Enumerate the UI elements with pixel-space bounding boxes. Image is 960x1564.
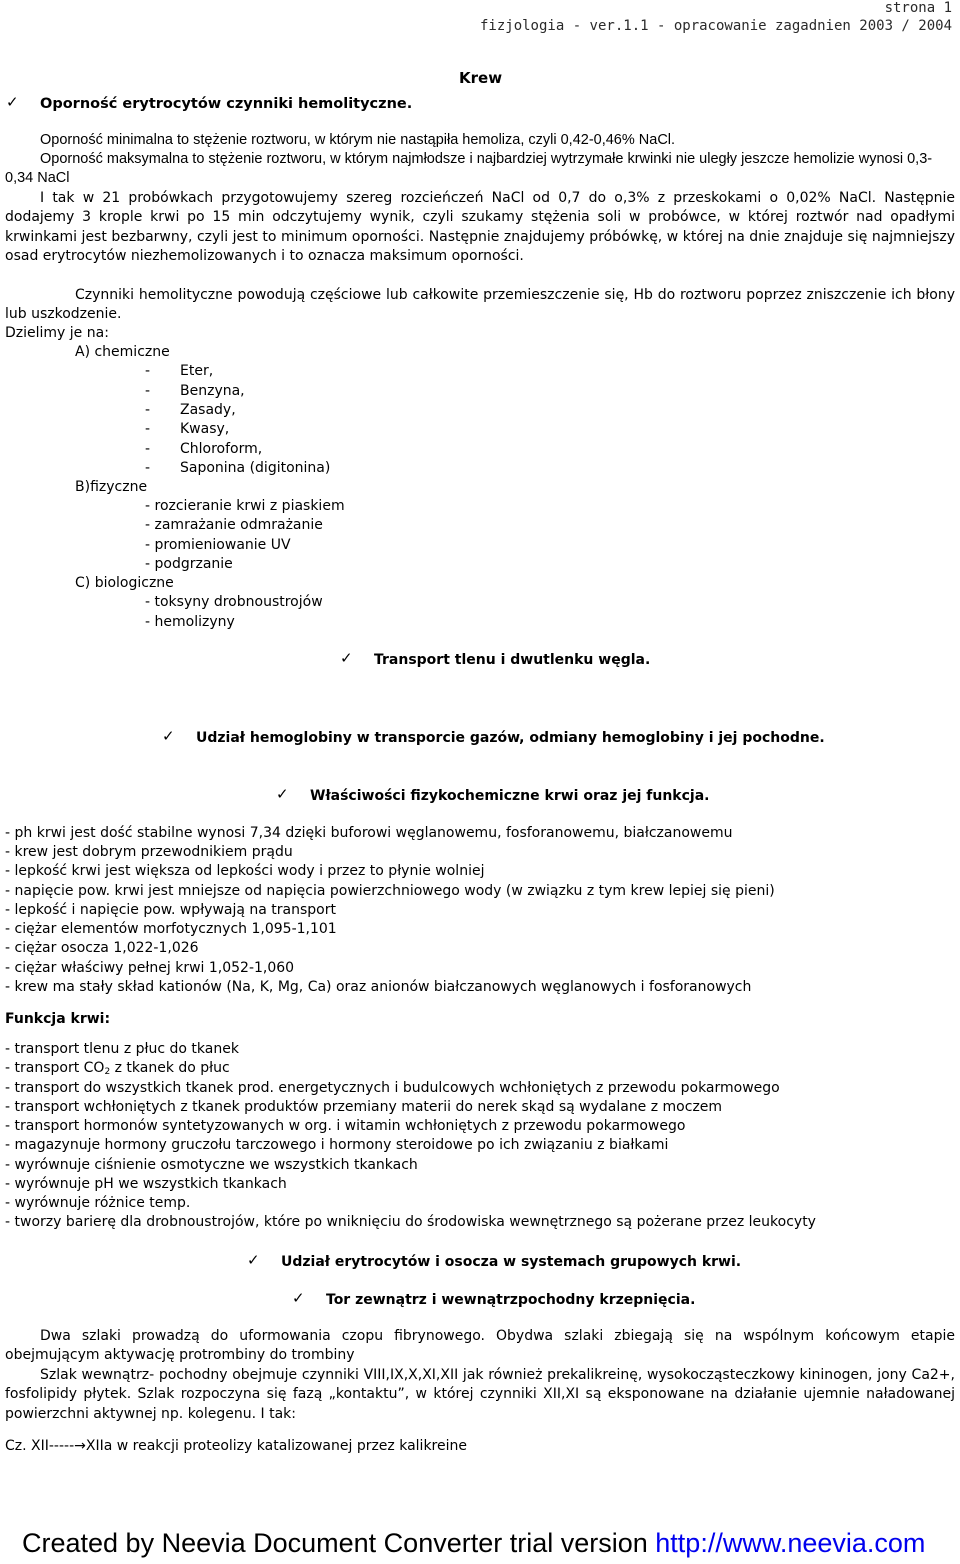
list-item: - wyrównuje ciśnienie osmotyczne we wszystkich tkankach (5, 1157, 418, 1173)
text-coag-p1: Dwa szlaki prowadzą do uformowania czopu fibrynowego. Obydwa szlaki zbiegają się na wspólnym końcowym etapie obejmującym aktywację protrombiny do trombiny (5, 1328, 955, 1364)
heading-opornosc: Oporność erytrocytów czynniki hemolityczne. (40, 96, 413, 112)
label-chemical: A) chemiczne (75, 344, 170, 360)
check-icon: ✓ (6, 93, 19, 111)
check-icon: ✓ (276, 785, 289, 803)
list-item: - krew jest dobrym przewodnikiem prądu (5, 844, 293, 860)
list-item: - ciężar osocza 1,022-1,026 (5, 940, 199, 956)
list-item: - hemolizyny (145, 614, 235, 630)
label-physical: B)fizyczne (75, 479, 148, 495)
section-title: Krew (459, 69, 503, 87)
check-icon: ✓ (162, 727, 175, 745)
check-icon: ✓ (247, 1251, 260, 1269)
text-coag-p2: Szlak wewnątrz- pochodny obejmuje czynniki VIII,IX,X,XI,XII jak również prekalikreinę, wysokocząsteczkowy kininogen, jony Ca2+, fosfolipidy płytek. Szlak rozpoczyna się fazą „kontaktu”, w której czynniki XII,XI są eksponowane na działanie ujemnie naładowanej powierzchni aktywnej np. kolegenu. I tak: (5, 1367, 955, 1422)
list-item: - ph krwi jest dość stabilne wynosi 7,34 dzięki buforowi węglanowemu, fosforanowemu, białczanowemu (5, 825, 733, 841)
list-item: - lepkość i napięcie pow. wpływają na transport (5, 902, 336, 918)
list-item: - Kwasy, (145, 421, 230, 437)
list-item: - rozcieranie krwi z piaskiem (145, 498, 345, 514)
list-item: - ciężar właściwy pełnej krwi 1,052-1,060 (5, 960, 295, 976)
list-item: - krew ma stały skład kationów (Na, K, Mg, Ca) oraz anionów białczanowych węglanowych i fosforanowych (5, 979, 752, 995)
list-item: - transport do wszystkich tkanek prod. energetycznych i budulcowych wchłoniętych z przewodu pokarmowego (5, 1080, 780, 1096)
label-biological: C) biologiczne (75, 575, 174, 591)
page-number: strona 1 (884, 0, 952, 16)
list-item: - transport $CO_2$ z tkanek do płuc (5, 1060, 230, 1077)
list-item: - wyrównuje różnice temp. (5, 1195, 191, 1211)
heading-function: Funkcja krwi: (5, 1011, 111, 1027)
list-item: - transport hormonów syntetyzowanych w org. i witamin wchłoniętych z przewodu pokarmowego (5, 1118, 686, 1134)
check-icon: ✓ (292, 1289, 305, 1307)
list-item: - tworzy barierę dla drobnoustrojów, które po wniknięciu do środowiska wewnętrznego są pożerane przez leukocyty (5, 1214, 816, 1230)
text-procedure: I tak w 21 probówkach przygotowujemy szereg rozcieńczeń NaCl od 0,7 do o,3% z przeskokami o 0,02% NaCl. Następnie dodajemy 3 krople krwi po 15 min odczytujemy wynik, czyli szukamy stężenia soli w probówce, w której roztwór nad opadłymi krwinkami jest bezbarwny, czyli jest to minimum oporności. Następnie znajdujemy próbówkę, w której na dnie znajduje się najmniejszy osad erytrocytów niezhemolizowanych i to oznacza maksimum oporności. (5, 190, 955, 264)
text-coag-p3: Cz. XII-----→XIIa w reakcji proteolizy katalizowanej przez kalikreine (5, 1438, 467, 1454)
heading-coagulation: Tor zewnątrz i wewnątrzpochodny krzepnięcia. (326, 1292, 696, 1308)
list-item: - Benzyna, (145, 383, 245, 399)
text-divide: Dzielimy je na: (5, 325, 109, 341)
footer-link[interactable]: http://www.neevia.com (655, 1528, 926, 1558)
heading-properties: Właściwości fizykochemiczne krwi oraz jej funkcja. (310, 788, 710, 804)
list-item: - Saponina (digitonina) (145, 460, 331, 476)
footer-watermark: Created by Neevia Document Converter trial version http://www.neevia.com (22, 1528, 926, 1558)
list-item: - lepkość krwi jest większa od lepkości wody i przez to płynie wolniej (5, 863, 485, 879)
list-item: - wyrównuje pH we wszystkich tkankach (5, 1176, 287, 1192)
list-item: - Zasady, (145, 402, 236, 418)
list-item: - magazynuje hormony gruczołu tarczowego i hormony steroidowe po ich związaniu z białkami (5, 1137, 669, 1153)
text-factors-intro: Czynniki hemolityczne powodują częściowe lub całkowite przemieszczenie się, Hb do roztworu poprzez zniszczenie ich błony lub uszkodzenie. (5, 287, 955, 323)
list-item: - transport wchłoniętych z tkanek produktów przemiany materii do nerek skąd są wydalane z moczem (5, 1099, 723, 1115)
heading-transport: Transport tlenu i dwutlenku węgla. (374, 652, 651, 668)
list-item: - zamrażanie odmrażanie (145, 517, 323, 533)
list-item: - podgrzanie (145, 556, 233, 572)
list-item: - Chloroform, (145, 441, 263, 457)
text-opornosc-min: Oporność minimalna to stężenie roztworu, w którym nie nastąpiła hemoliza, czyli 0,42-0,46% NaCl. (40, 132, 676, 148)
list-item: - ciężar elementów morfotycznych 1,095-1,101 (5, 921, 337, 937)
arrow-right-icon: → (74, 1438, 86, 1454)
document-title: fizjologia - ver.1.1 - opracowanie zagadnien 2003 / 2004 (479, 18, 952, 34)
heading-hemoglobin: Udział hemoglobiny w transporcie gazów, odmiany hemoglobiny i jej pochodne. (196, 730, 825, 746)
list-item: - napięcie pow. krwi jest mniejsze od napięcia powierzchniowego wody (w związku z tym krew lepiej się pieni) (5, 883, 775, 899)
list-item: - transport tlenu z płuc do tkanek (5, 1041, 239, 1057)
check-icon: ✓ (340, 649, 353, 667)
heading-erythrocytes: Udział erytrocytów i osocza w systemach grupowych krwi. (281, 1254, 742, 1270)
text-opornosc-max: Oporność maksymalna to stężenie roztworu, w którym najmłodsze i najbardziej wytrzymałe krwinki nie uległy jeszcze hemolizie wynosi 0,3-0,34 NaCl (5, 151, 933, 187)
list-item: - toksyny drobnoustrojów (145, 594, 323, 610)
list-item: - promieniowanie UV (145, 537, 291, 553)
list-item: - Eter, (145, 363, 214, 379)
